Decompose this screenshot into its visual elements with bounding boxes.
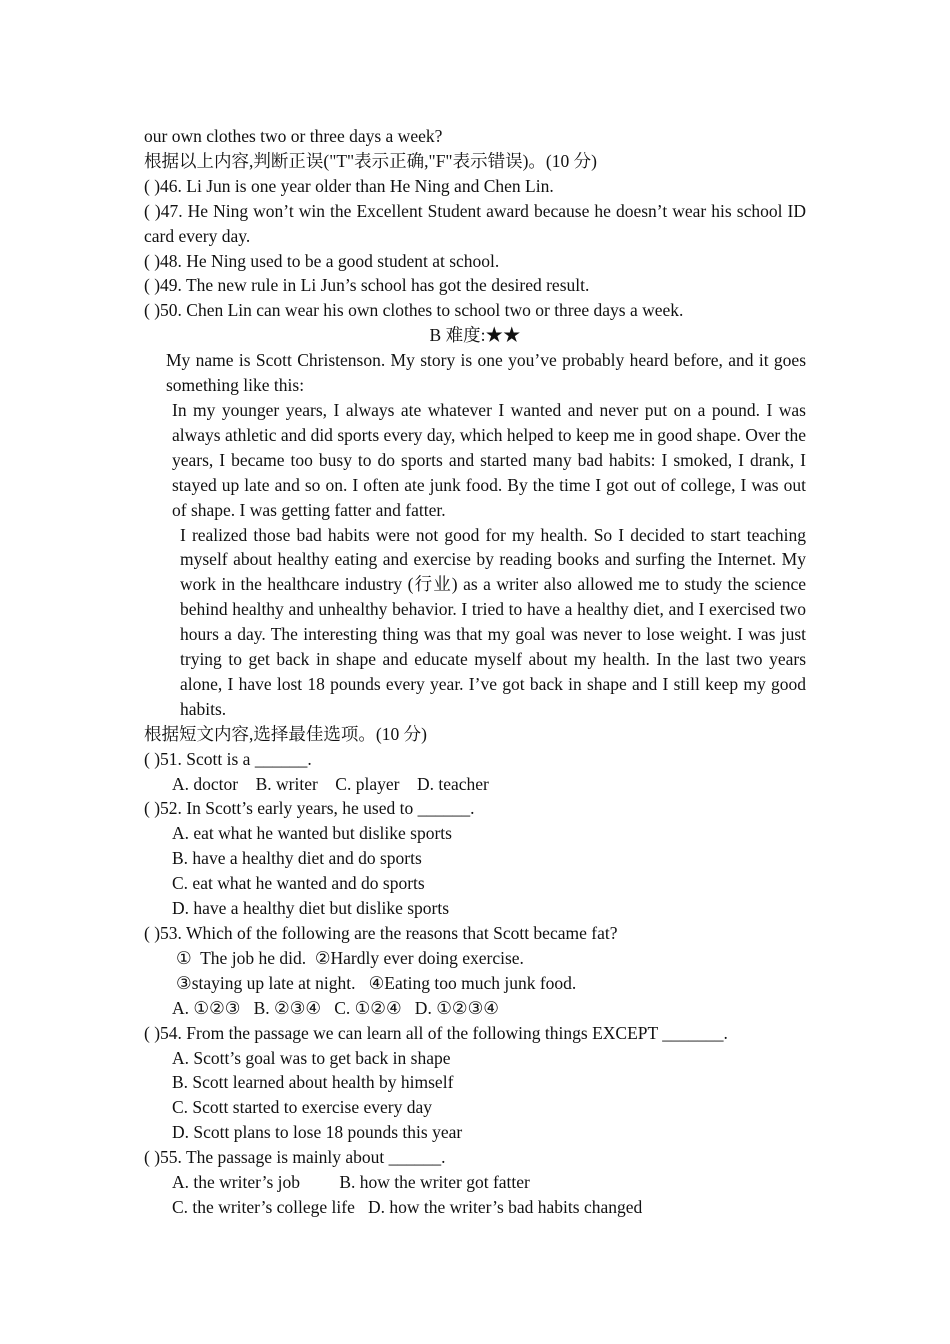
question-55-stem: ( )55. The passage is mainly about ______. [144, 1147, 446, 1168]
section-b-heading: B 难度:★★ [429, 325, 521, 346]
question-54-option-b: B. Scott learned about health by himself [172, 1072, 454, 1093]
question-51-stem: ( )51. Scott is a ______. [144, 748, 312, 769]
question-54-option-c: C. Scott started to exercise every day [172, 1097, 432, 1118]
question-54-option-d: D. Scott plans to lose 18 pounds this year [172, 1122, 463, 1143]
question-53-stem: ( )53. Which of the following are the reasons that Scott became fat? [144, 923, 618, 943]
question-55-options-cd: C. the writer’s college life D. how the writer’s bad habits changed [172, 1196, 643, 1217]
question-55-options-ab: A. the writer’s job B. how the writer got fatter [172, 1172, 530, 1193]
question-52-option-c: C. eat what he wanted and do sports [172, 873, 425, 894]
tf-instruction: 根据以上内容,判断正误("T"表示正确,"F"表示错误)。(10 分) [144, 150, 597, 171]
question-54-option-a: A. Scott’s goal was to get back in shape [172, 1047, 451, 1068]
question-48: ( )48. He Ning used to be a good student at school. [144, 250, 500, 271]
question-47: ( )47. He Ning won’t win the Excellent Student award because he doesn’t wear his school ID card every day. [144, 200, 806, 246]
question-52-option-b: B. have a healthy diet and do sports [172, 848, 422, 869]
mc-instruction: 根据短文内容,选择最佳选项。(10 分) [144, 723, 427, 744]
question-54-stem: ( )54. From the passage we can learn all of the following things EXCEPT _______. [144, 1022, 728, 1043]
passage-b-paragraph-1: My name is Scott Christenson. My story is one you’ve probably heard before, and it goes something like this: [166, 350, 806, 396]
question-51-options: A. doctor B. writer C. player D. teacher [172, 773, 489, 794]
question-52-stem: ( )52. In Scott’s early years, he used to ______. [144, 798, 475, 819]
passage-b-paragraph-3: I realized those bad habits were not good for my health. So I decided to start teaching myself about healthy eating and exercise by reading books and surfing the Internet. My work in the healthcare industry (行业) as a writer also allowed me to study the science behind healthy and unhealthy behavior. I tried to have a healthy diet, and I exercised two hours a day. The interesting thing was that my goal was never to lose weight. I was just trying to get back in shape and educate myself about my health. In the last two years alone, I have lost 18 pounds every year. I’ve got back in shape and I still keep my good habits. [180, 524, 806, 719]
question-53-reasons-2: ③staying up late at night. ④Eating too much junk food. [176, 972, 577, 993]
passage-a-continuation: our own clothes two or three days a week? [144, 126, 443, 146]
question-53-reasons-1: ① The job he did. ②Hardly ever doing exercise. [176, 947, 524, 968]
worksheet-page [144, 124, 806, 1220]
question-50: ( )50. Chen Lin can wear his own clothes to school two or three days a week. [144, 300, 684, 321]
question-52-option-a: A. eat what he wanted but dislike sports [172, 823, 452, 844]
passage-b-paragraph-2: In my younger years, I always ate whatever I wanted and never put on a pound. I was always athletic and did sports every day, which helped to keep me in good shape. Over the years, I became too busy to do sports and started many bad habits: I smoked, I drank, I stayed up late and so on. I often ate junk food. By the time I got out of college, I was out of shape. I was getting fatter and fatter. [172, 399, 806, 520]
question-53-options: A. ①②③ B. ②③④ C. ①②④ D. ①②③④ [172, 997, 499, 1018]
question-52-option-d: D. have a healthy diet but dislike sports [172, 898, 450, 919]
question-46: ( )46. Li Jun is one year older than He Ning and Chen Lin. [144, 175, 554, 196]
question-49: ( )49. The new rule in Li Jun’s school has got the desired result. [144, 275, 590, 296]
